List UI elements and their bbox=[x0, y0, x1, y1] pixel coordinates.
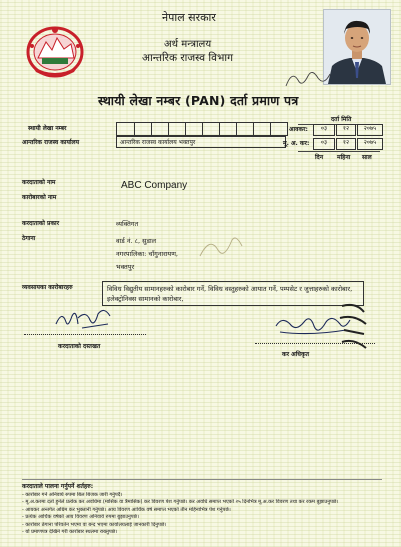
fy-label: आवकर: bbox=[289, 126, 308, 133]
notes-item: - यो प्रमाणपत्र देखिने गरी कारोबार स्थलमा राख्नुपर्छ। bbox=[22, 529, 118, 536]
officer-stamp-icon bbox=[336, 300, 370, 356]
officer-signature-label: कर अधिकृत bbox=[282, 351, 310, 358]
notes-item: - आयकर अन्तर्गत अग्रिम कर भुक्तानी गर्नुपर्छ। आय विवरण आर्थिक वर्ष समाप्त भएको तीन महिनाभित्र पेश गर्नुपर्छ। bbox=[22, 506, 231, 513]
address-label: ठेगाना bbox=[22, 235, 36, 242]
fy-year: २०७५ bbox=[357, 124, 383, 136]
address-line-1: वार्ड नं. ८, सुडाल bbox=[116, 237, 157, 245]
year-label: साल bbox=[362, 154, 372, 161]
business-activities-value: विविध विद्युतीय सामानहरुको कारोबार गर्ने, विविध वस्तुहरुको आयात गर्ने, पम्पसेट र जुत्ताहरुको कारोबार, इलेक्ट्रोनिक्स सामानको कारोबार, bbox=[102, 281, 364, 306]
header-government: नेपाल सरकार bbox=[162, 11, 216, 24]
notes-item: - प्रत्येक आर्थिक वर्षको आय विवरण अनिवार्य रुपमा बुझाउनुपर्छ। bbox=[22, 514, 139, 521]
business-name-label: कारोबारको नाम bbox=[22, 194, 57, 201]
divider bbox=[298, 151, 380, 152]
address-line-3: भक्तपुर bbox=[116, 263, 135, 271]
registration-date-heading: दर्ता मिति bbox=[331, 116, 352, 123]
taxpayer-name-label: करदाताको नाम bbox=[22, 179, 56, 186]
vat-year: २०७५ bbox=[357, 138, 383, 150]
pan-label: स्थायी लेखा नम्बर bbox=[28, 125, 67, 132]
nepal-emblem-icon bbox=[24, 22, 86, 80]
office-label: आन्तरिक राजस्व कार्यालय bbox=[22, 139, 80, 146]
vat-label: मू. अ. कर: bbox=[283, 140, 310, 147]
office-value: आन्तरिक राजस्व कार्यालय भक्तपुर bbox=[116, 136, 286, 148]
business-activities-label: व्यवसायका कारोबारहरु bbox=[22, 284, 73, 291]
notes-item: - कारोबार ठेगाना परिवर्तन भएमा वा बन्द भएमा कार्यालयलाई जानकारी दिनुपर्छ। bbox=[22, 521, 167, 528]
vat-month: १२ bbox=[336, 138, 356, 150]
certificate-title: स्थायी लेखा नम्बर (PAN) दर्ता प्रमाण पत्र bbox=[98, 93, 299, 108]
notes-heading: करदाताले पालना गर्नुपर्ने शर्तहरु: bbox=[22, 483, 94, 490]
business-name-value: ABC Company bbox=[121, 180, 188, 191]
notes-item: - मू.अ.करमा दर्ता हुनेले प्रत्येक कर अवधिमा (मासिक वा त्रैमासिक) कर विवरण पेश गर्नुपर्छ। कर अवधि समाप्त भएको २५ दिनभित्र मू.अ.कर विवरण तथा कर रकम बुझाउनुपर्छ। bbox=[22, 499, 339, 506]
stamp-scribble-icon bbox=[196, 232, 246, 262]
header-ministry: अर्थ मन्त्रालय bbox=[164, 39, 212, 50]
fy-day: ०३ bbox=[313, 124, 335, 136]
taxpayer-type-value: व्यक्तिगत bbox=[116, 220, 139, 228]
notes-list bbox=[22, 492, 382, 536]
vat-day: ०३ bbox=[313, 138, 335, 150]
taxpayer-signature-line bbox=[24, 334, 146, 335]
month-label: महिना bbox=[337, 154, 351, 161]
officer-signature-line bbox=[255, 343, 375, 344]
handwritten-note-icon bbox=[282, 66, 342, 92]
taxpayer-type-label: करदाताको प्रकार bbox=[22, 220, 60, 227]
header-department: आन्तरिक राजस्व विभाग bbox=[142, 52, 234, 64]
taxpayer-signature-icon bbox=[52, 304, 116, 334]
day-label: दिन bbox=[315, 154, 324, 161]
address-line-2: नगरपालिका: चाँगुनारायण, bbox=[116, 250, 178, 258]
pan-number-boxes bbox=[116, 122, 288, 136]
notes-item: - कारोबार गर्ने अनिवार्य रुपमा बिल बिजक जारी गर्नुपर्दै। bbox=[22, 492, 123, 498]
taxpayer-signature-label: करदाताको दस्तखत bbox=[58, 343, 101, 350]
fy-month: १२ bbox=[336, 124, 356, 136]
notes-divider bbox=[22, 479, 382, 480]
